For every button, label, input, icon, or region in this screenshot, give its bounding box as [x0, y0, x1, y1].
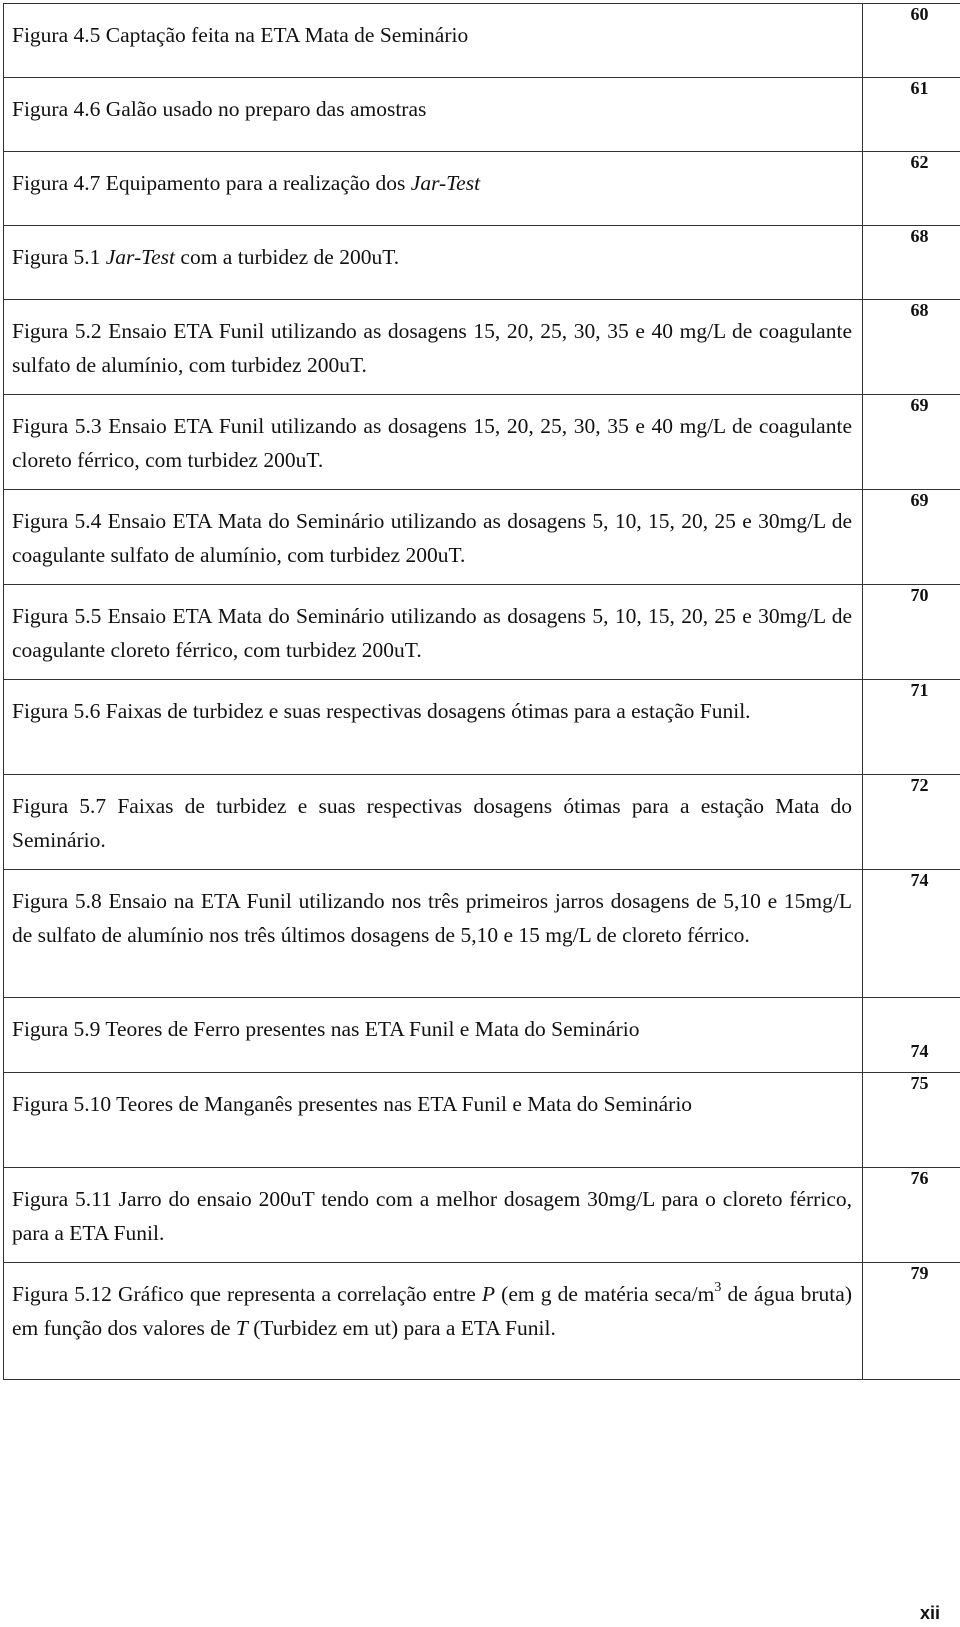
toc-page-number: 62 [863, 152, 960, 226]
toc-row [4, 152, 960, 226]
toc-page-number: 68 [863, 300, 960, 395]
toc-entry-text: Figura 5.7 Faixas de turbidez e suas respectivas dosagens ótimas para a estação Mata do Seminário. [4, 775, 863, 870]
toc-entry-text: Figura 5.11 Jarro do ensaio 200uT tendo com a melhor dosagem 30mg/L para o cloreto férrico, para a ETA Funil. [4, 1168, 863, 1263]
toc-entry-text: Figura 5.10 Teores de Manganês presentes nas ETA Funil e Mata do Seminário [4, 1073, 863, 1168]
toc-page-number: 68 [863, 226, 960, 300]
toc-entry-text-part: (Turbidez em ut) para a ETA Funil. [247, 1316, 556, 1340]
toc-page-number: 79 [863, 1263, 960, 1380]
toc-page-number: 60 [863, 4, 960, 78]
toc-entry-text: Figura 5.9 Teores de Ferro presentes nas ETA Funil e Mata do Seminário [4, 998, 863, 1073]
toc-entry-text: Figura 5.8 Ensaio na ETA Funil utilizando nos três primeiros jarros dosagens de 5,10 e 15mg/L de sulfato de alumínio nos três últimos dosagens de 5,10 e 15 mg/L de cloreto férrico. [4, 870, 863, 998]
toc-page-number: 70 [863, 585, 960, 680]
toc-page-number: 75 [863, 1073, 960, 1168]
toc-entry-text [4, 152, 863, 226]
toc-entry-italic: T [235, 1316, 248, 1340]
toc-row [4, 300, 960, 395]
toc-row [4, 1073, 960, 1168]
toc-entry-text-part: Figura 5.12 Gráfico que representa a correlação entre [12, 1282, 482, 1306]
toc-entry-text-part: com a turbidez de 200uT. [175, 245, 400, 269]
toc-row [4, 1263, 960, 1380]
toc-page-number: 74 [863, 870, 960, 998]
toc-page-number: 69 [863, 395, 960, 490]
toc-entry-text: Figura 4.6 Galão usado no preparo das amostras [4, 78, 863, 152]
toc-entry-text-part: Figura 5.1 [12, 245, 106, 269]
toc-row [4, 226, 960, 300]
toc-entry-text [4, 226, 863, 300]
toc-page-number: 74 [863, 998, 960, 1073]
toc-entry-text: Figura 5.3 Ensaio ETA Funil utilizando as dosagens 15, 20, 25, 30, 35 e 40 mg/L de coagulante cloreto férrico, com turbidez 200uT. [4, 395, 863, 490]
toc-page-number: 61 [863, 78, 960, 152]
toc-entry-text: Figura 5.4 Ensaio ETA Mata do Seminário utilizando as dosagens 5, 10, 15, 20, 25 e 30mg/L de coagulante sulfato de alumínio, com turbidez 200uT. [4, 490, 863, 585]
toc-entry-text-part: de água bruta) em função dos valores de [12, 1282, 852, 1340]
toc-entry-text: Figura 5.6 Faixas de turbidez e suas respectivas dosagens ótimas para a estação Funil. [4, 680, 863, 775]
toc-row [4, 78, 960, 152]
list-of-figures-table [3, 3, 960, 1380]
toc-row [4, 775, 960, 870]
toc-entry-text: Figura 5.5 Ensaio ETA Mata do Seminário utilizando as dosagens 5, 10, 15, 20, 25 e 30mg/L de coagulante cloreto férrico, com turbidez 200uT. [4, 585, 863, 680]
toc-entry-text: Figura 4.5 Captação feita na ETA Mata de Seminário [4, 4, 863, 78]
toc-entry-text: Figura 5.2 Ensaio ETA Funil utilizando as dosagens 15, 20, 25, 30, 35 e 40 mg/L de coagulante sulfato de alumínio, com turbidez 200uT. [4, 300, 863, 395]
toc-row [4, 870, 960, 998]
toc-entry-text-part: Figura 4.7 Equipamento para a realização dos [12, 171, 411, 195]
toc-page-number: 71 [863, 680, 960, 775]
toc-row [4, 395, 960, 490]
toc-entry-italic: Jar-Test [410, 171, 481, 195]
toc-row [4, 680, 960, 775]
toc-entry-text [4, 1263, 863, 1380]
toc-row [4, 490, 960, 585]
toc-entry-italic: P [481, 1282, 496, 1306]
toc-page-number: 72 [863, 775, 960, 870]
toc-row [4, 4, 960, 78]
footer-page-number: xii [919, 1603, 940, 1623]
toc-entry-superscript: 3 [714, 1279, 722, 1295]
toc-row [4, 1168, 960, 1263]
toc-entry-text-part: (em g de matéria seca/m [495, 1282, 715, 1306]
toc-row [4, 585, 960, 680]
toc-entry-italic: Jar-Test [105, 245, 176, 269]
toc-page-number: 76 [863, 1168, 960, 1263]
toc-page-number: 69 [863, 490, 960, 585]
toc-row [4, 998, 960, 1073]
